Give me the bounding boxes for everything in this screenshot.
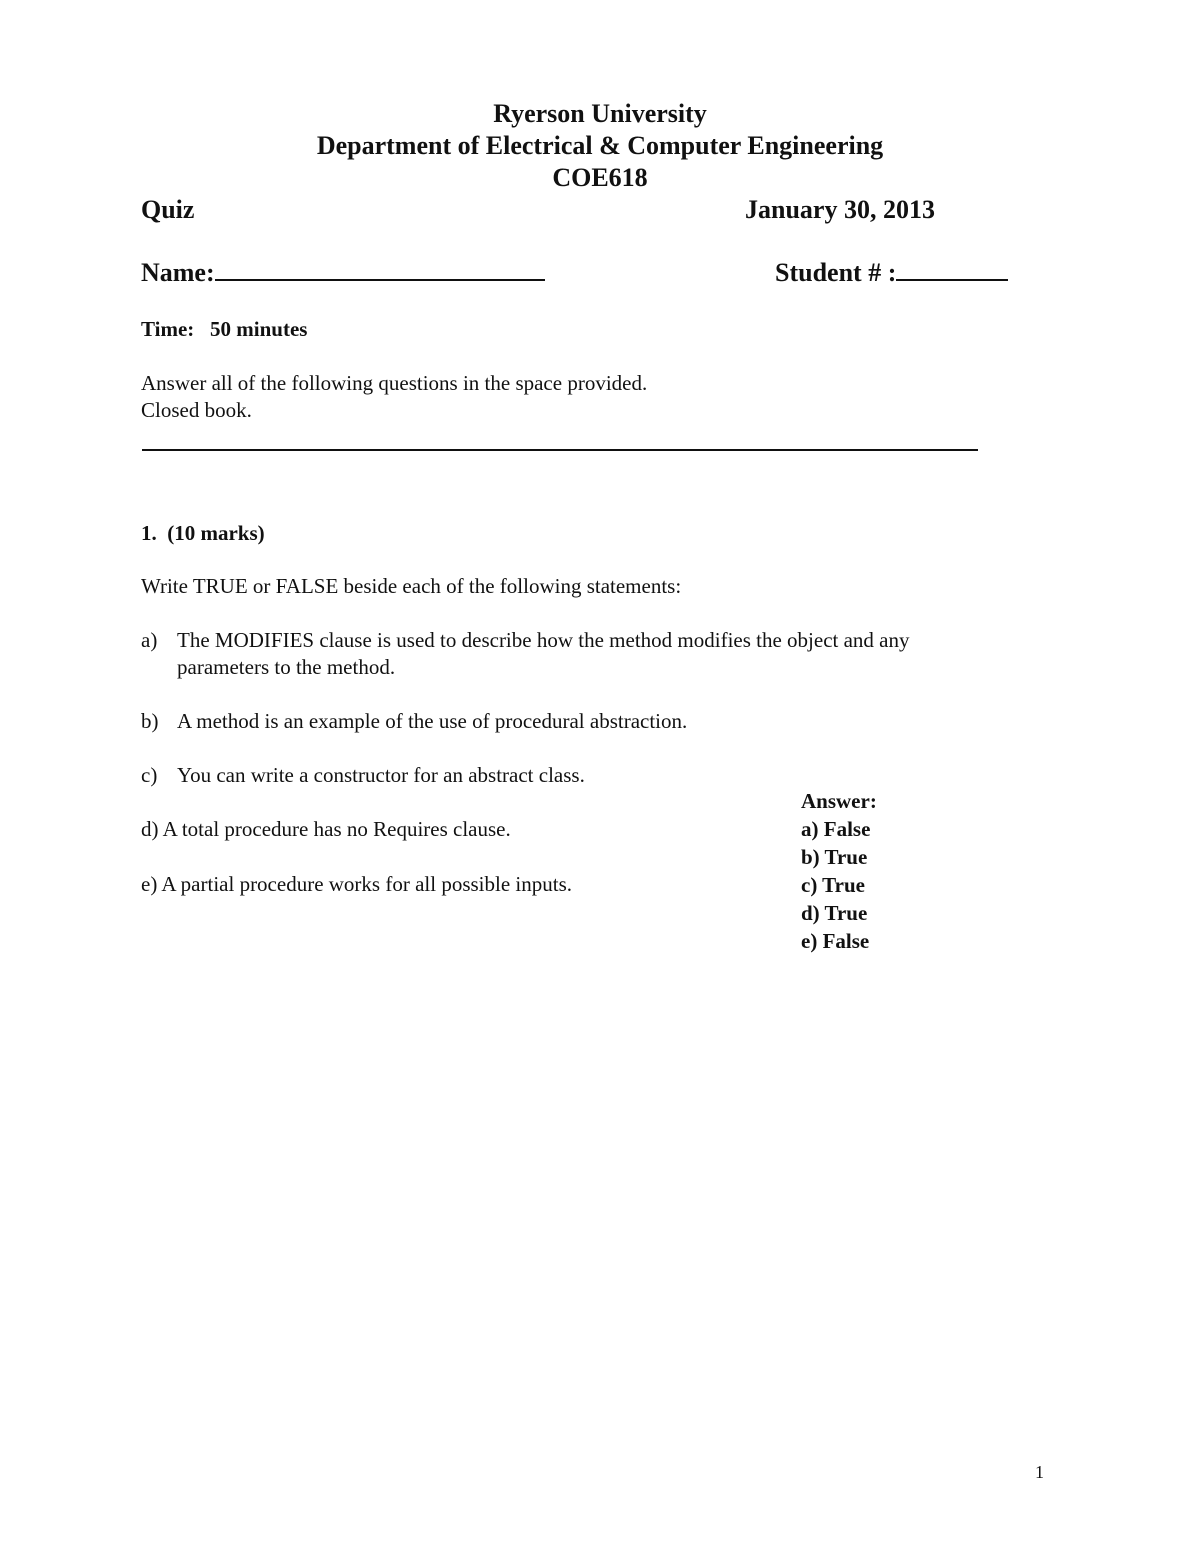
statement-d-text: A total procedure has no Requires clause. — [162, 817, 511, 841]
statement-e-label: e) — [141, 872, 158, 896]
quiz-label: Quiz — [141, 195, 195, 224]
name-label: Name: — [141, 258, 215, 287]
statement-d-label: d) — [141, 817, 159, 841]
statement-d — [141, 817, 511, 842]
department-title: Department of Electrical & Computer Engineering — [316, 131, 884, 160]
student-number-label: Student # : — [775, 258, 897, 287]
answer-c: c) True — [801, 873, 865, 897]
statement-a-label: a) — [141, 628, 158, 652]
statement-b-text: A method is an example of the use of procedural abstraction. — [177, 709, 688, 733]
university-title: Ryerson University — [493, 99, 707, 128]
question-number: 1. — [141, 521, 157, 545]
instructions-line-2: Closed book. — [141, 398, 252, 422]
time-value: 50 minutes — [210, 317, 308, 341]
answer-a: a) False — [801, 817, 871, 841]
answer-d: d) True — [801, 901, 868, 925]
statement-c-text: You can write a constructor for an abstract class. — [177, 763, 585, 787]
quiz-date: January 30, 2013 — [745, 195, 935, 224]
statement-b-label: b) — [141, 709, 159, 733]
answer-e: e) False — [801, 929, 870, 953]
statement-a-line-1: The MODIFIES clause is used to describe how the method modifies the object and any — [177, 628, 910, 652]
statement-e — [141, 872, 572, 897]
question-marks: (10 marks) — [167, 521, 265, 545]
time-label: Time: — [141, 317, 195, 341]
student-number-blank — [896, 261, 1008, 281]
name-blank — [215, 261, 545, 281]
statement-e-text: A partial procedure works for all possible inputs. — [161, 872, 572, 896]
student-number-field — [775, 258, 1008, 288]
answer-b: b) True — [801, 845, 868, 869]
answer-heading: Answer: — [801, 789, 877, 813]
course-code: COE618 — [552, 163, 648, 192]
name-field — [141, 258, 545, 288]
statement-a-line-2: parameters to the method. — [177, 655, 396, 679]
question-1-heading — [141, 521, 265, 546]
section-divider — [142, 449, 978, 451]
question-1-prompt: Write TRUE or FALSE beside each of the following statements: — [141, 574, 682, 598]
instructions-line-1: Answer all of the following questions in the space provided. — [141, 371, 648, 395]
statement-c-label: c) — [141, 763, 158, 787]
time-row — [141, 317, 307, 342]
page-number: 1 — [1035, 1462, 1044, 1482]
